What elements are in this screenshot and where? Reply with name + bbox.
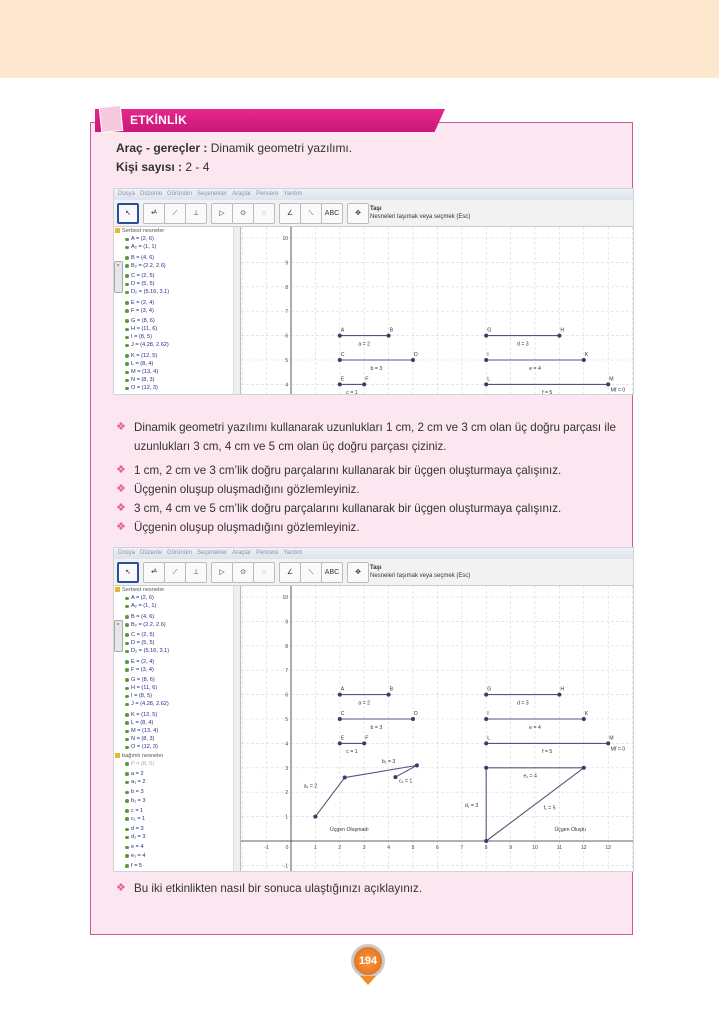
bullet-icon: ❖ [116, 882, 126, 894]
point [387, 334, 391, 338]
tool-hint: Nesneleri taşımak veya seçmek (Esc) [370, 214, 471, 220]
algebra-item[interactable]: G = (8, 6) [114, 317, 240, 325]
point-label: C [340, 711, 345, 717]
segment-label: c₁ = 1 [399, 778, 413, 785]
point [362, 382, 366, 386]
menu-5[interactable]: Pencere [256, 191, 279, 197]
activity-title: ETKİNLİK [130, 113, 187, 127]
move-view-tool-button[interactable] [347, 562, 369, 583]
point [484, 717, 488, 721]
reflect-icon: ⟍ [308, 569, 314, 576]
algebra-item[interactable]: H = (11, 6) [114, 684, 240, 692]
point [393, 775, 397, 779]
point-label: H [560, 686, 565, 693]
graphics-view[interactable] [241, 586, 633, 872]
y-tick-label: 8 [285, 643, 288, 650]
free-objects-folder[interactable]: Serbest nesneler [114, 586, 240, 594]
segment-label: a = 2 [358, 700, 371, 707]
point [606, 382, 610, 386]
dependent-objects-folder[interactable]: bağımlı nesneler [114, 752, 240, 760]
segment-label: f₁ = 5 [543, 805, 556, 812]
algebra-item[interactable]: A = (2, 6) [114, 235, 240, 243]
line-icon: ⟋ [172, 569, 178, 576]
y-tick-label: 2 [285, 790, 288, 797]
menu-bar [114, 548, 633, 559]
panel-toggle-handle[interactable]: ▸ [114, 620, 123, 652]
menu-3[interactable]: Seçenekler [197, 191, 228, 197]
point [484, 839, 488, 843]
algebra-item[interactable]: K = (12, 5) [114, 352, 240, 360]
point [338, 334, 342, 338]
activity-icon [99, 105, 124, 133]
point [338, 382, 342, 386]
line-tool-button[interactable] [164, 562, 186, 583]
instruction-text: Dinamik geometri yazılımı kullanarak uzunlukları 1 cm, 2 cm ve 3 cm olan üç doğru parçası ile uzunlukları 3 cm, 4 cm ve 5 cm olan üç doğru parçası çiziniz. [134, 421, 616, 453]
page-number: 194 [358, 955, 378, 967]
y-tick-label: 9 [285, 619, 288, 626]
algebra-item[interactable]: L = (8, 4) [114, 719, 240, 727]
point [582, 766, 586, 770]
reflect-icon: ⟍ [308, 210, 314, 217]
point [582, 717, 586, 721]
tools-label: Araç - gereçler : [116, 141, 208, 155]
y-tick-label: 6 [285, 692, 288, 699]
algebra-item[interactable]: M = (13, 4) [114, 727, 240, 735]
algebra-item[interactable]: B₂ = (2.2, 2.6) [114, 262, 240, 270]
y-tick-label: 9 [285, 260, 288, 267]
instruction-text: Üçgenin oluşup oluşmadığını gözlemleyiniz. [134, 483, 360, 496]
algebra-item[interactable] [114, 870, 240, 872]
point [338, 693, 342, 697]
algebra-scrollbar[interactable] [233, 586, 240, 872]
segment-label: b = 3 [370, 724, 383, 731]
segment-label: f = 5 [542, 749, 553, 756]
dependent-objects-folder[interactable] [114, 393, 240, 395]
menu-3[interactable]: Seçenekler [197, 550, 228, 556]
algebra-item[interactable]: P = (8, 0) [114, 760, 240, 768]
point-label: L [487, 376, 491, 383]
algebra-item[interactable]: G = (8, 6) [114, 676, 240, 684]
move-view-icon: ✥ [355, 569, 361, 576]
point [343, 776, 347, 780]
y-tick-label: 3 [285, 765, 288, 772]
graphics-view[interactable] [241, 227, 633, 395]
y-tick-label: 4 [285, 741, 288, 748]
y-tick-label: 5 [285, 717, 288, 723]
instruction-text: Bu iki etkinlikten nasıl bir sonuca ulaştığınızı açıklayınız. [134, 882, 423, 895]
x-tick-label: 7 [460, 845, 464, 851]
point-label: F [365, 376, 369, 383]
people-label: Kişi sayısı : [116, 160, 183, 174]
instruction-text: Üçgenin oluşup oluşmadığını gözlemleyiniz. [134, 521, 360, 534]
move-view-icon: ✥ [355, 210, 361, 217]
segment-label: e = 4 [529, 724, 541, 731]
point [484, 693, 488, 697]
circle-tool-button[interactable] [232, 203, 254, 224]
tool-name: Taşı [370, 565, 382, 571]
instruction-item [116, 461, 646, 480]
algebra-item[interactable]: I = (8, 5) [114, 333, 240, 341]
x-tick-label: 2 [338, 845, 342, 851]
point [582, 358, 586, 362]
bullet-icon: ❖ [116, 502, 126, 514]
algebra-panel [114, 227, 241, 395]
circle-icon: ⊙ [240, 210, 246, 217]
point-label: A [340, 686, 345, 693]
instruction-item [116, 518, 646, 537]
segment-label: f = 5 [542, 390, 553, 395]
point [338, 741, 342, 745]
segment-label: a₁ = 2 [303, 783, 318, 790]
instruction-item [116, 418, 646, 456]
point-label: A [340, 327, 345, 334]
point [338, 358, 342, 362]
x-tick-label: 13 [605, 845, 611, 851]
point-icon: •ᴬ [151, 569, 157, 576]
circle-icon: ⊙ [240, 569, 246, 576]
algebra-scrollbar[interactable] [233, 227, 240, 395]
x-tick-label: 8 [484, 845, 488, 851]
y-tick-label: 10 [282, 595, 288, 601]
x-tick-label: 11 [556, 845, 563, 851]
point [484, 741, 488, 745]
x-tick-label: 0 [285, 845, 289, 851]
algebra-item[interactable]: D = (5, 5) [114, 639, 240, 647]
algebra-item[interactable]: J = (4.28, 2.62) [114, 341, 240, 349]
instruction-list [116, 418, 646, 537]
segment-label: c = 1 [346, 390, 358, 395]
y-tick-label: 8 [285, 284, 288, 291]
x-tick-label: -1 [264, 845, 269, 851]
move-arrow-icon: ↖ [125, 569, 131, 576]
tool-description [370, 205, 470, 221]
bullet-icon: ❖ [116, 421, 126, 433]
point [606, 741, 610, 745]
algebra-item[interactable]: D₂ = (5.16, 3.1) [114, 288, 240, 296]
algebra-item[interactable]: F = (3, 4) [114, 666, 240, 674]
move-arrow-tool-button[interactable] [117, 562, 139, 583]
x-tick-label: 6 [436, 845, 439, 851]
perpendicular-icon: ⊥ [192, 210, 200, 217]
instruction-item [116, 480, 646, 499]
top-band [0, 0, 719, 78]
menu-1[interactable]: Düzenle [140, 191, 163, 197]
tool-name: Taşı [370, 206, 382, 212]
menu-2[interactable]: Görünüm [167, 191, 193, 197]
y-tick-label: 1 [285, 814, 288, 821]
point-label: I [487, 711, 489, 717]
point-label: M [609, 735, 614, 742]
toolbar [114, 559, 633, 586]
algebra-item[interactable]: A₂ = (1, 1) [114, 243, 240, 251]
algebra-item[interactable]: e₁ = 4 [114, 852, 240, 860]
graph-text: Mf = 0 [610, 746, 626, 753]
segment-label: b = 3 [370, 365, 383, 372]
point [411, 717, 415, 721]
point [484, 358, 488, 362]
graph-text: Mf = 0 [610, 387, 626, 394]
point [484, 382, 488, 386]
point-label: C [340, 352, 345, 358]
menu-1[interactable]: Düzenle [140, 550, 163, 556]
instruction-item [116, 499, 646, 518]
point-label: I [487, 352, 489, 358]
text-tool-button[interactable] [321, 562, 343, 583]
point-label: G [487, 686, 492, 693]
instruction-item [116, 879, 646, 898]
conic-tool-button[interactable] [253, 562, 275, 583]
tools-value: Dinamik geometri yazılımı. [210, 141, 353, 155]
free-objects-folder[interactable]: Serbest nesneler [114, 227, 240, 235]
perpendicular-tool-button[interactable] [185, 203, 207, 224]
angle-tool-button[interactable] [279, 562, 301, 583]
point-label: E [340, 735, 345, 742]
point-label: D [414, 711, 418, 717]
menu-6[interactable]: Yardım [283, 550, 303, 556]
algebra-item[interactable]: c₁ = 1 [114, 815, 240, 823]
point [484, 334, 488, 338]
menu-5[interactable]: Pencere [256, 550, 279, 556]
segment-label: d = 3 [516, 700, 529, 707]
line-icon: ⟋ [172, 210, 178, 217]
point-label: L [487, 735, 491, 742]
y-tick-label: 10 [282, 236, 288, 242]
point [338, 717, 342, 721]
bullet-icon: ❖ [116, 521, 126, 533]
x-tick-label: 12 [581, 845, 587, 851]
point-label: M [609, 376, 614, 383]
algebra-item[interactable]: L = (8, 4) [114, 360, 240, 368]
x-tick-label: 5 [411, 845, 415, 851]
algebra-item[interactable]: c = 1 [114, 807, 240, 815]
move-arrow-icon: ↖ [125, 210, 131, 217]
algebra-item[interactable]: O = (12, 3) [114, 384, 240, 392]
final-question [116, 879, 646, 898]
point [313, 815, 317, 819]
text-icon: ABC [324, 210, 340, 217]
algebra-item[interactable]: A₂ = (1, 1) [114, 602, 240, 610]
algebra-item[interactable]: D = (5, 5) [114, 280, 240, 288]
algebra-item[interactable]: a = 2 [114, 770, 240, 778]
algebra-item[interactable]: K = (12, 5) [114, 711, 240, 719]
instruction-text: 1 cm, 2 cm ve 3 cm’lik doğru parçalarını kullanarak bir üçgen oluşturmaya çalışınız. [134, 464, 562, 477]
menu-bar [114, 189, 633, 200]
graph-text: Üçgen Oluşmadı [330, 827, 369, 834]
perpendicular-icon: ⊥ [192, 569, 200, 576]
segment-label: e = 4 [529, 365, 541, 372]
segment-label: e₁ = 4 [523, 773, 537, 780]
text-tool-button[interactable] [321, 203, 343, 224]
conic-tool-button[interactable] [253, 203, 275, 224]
point [557, 334, 561, 338]
point-tool-button[interactable] [143, 203, 165, 224]
menu-6[interactable]: Yardım [283, 191, 303, 197]
point-label: B [389, 686, 394, 693]
point-label: K [584, 352, 589, 358]
algebra-item[interactable]: J = (4.28, 2.62) [114, 700, 240, 708]
angle-icon: ∠ [286, 210, 294, 217]
algebra-item[interactable]: d = 3 [114, 825, 240, 833]
algebra-item[interactable]: I = (8, 5) [114, 692, 240, 700]
segment-label: c = 1 [346, 749, 358, 756]
point-label: E [340, 376, 345, 383]
point-label: B [389, 327, 394, 334]
people-value: 2 - 4 [185, 160, 210, 174]
angle-tool-button[interactable] [279, 203, 301, 224]
algebra-item[interactable]: d₁ = 3 [114, 833, 240, 841]
point [387, 693, 391, 697]
polygon-tool-button[interactable] [211, 203, 233, 224]
point [411, 358, 415, 362]
algebra-item[interactable]: B = (4, 6) [114, 613, 240, 621]
menu-0[interactable]: Dosya [118, 550, 136, 556]
x-tick-label: 9 [509, 845, 512, 851]
segment-label: d = 3 [516, 341, 529, 348]
conic-icon: ◌ [261, 210, 267, 217]
y-tick-label: 7 [285, 668, 288, 675]
reflect-tool-button[interactable] [300, 203, 322, 224]
algebra-panel [114, 586, 241, 872]
conic-icon: ◌ [261, 569, 267, 576]
point-label: F [365, 735, 369, 742]
polygon-tool-button[interactable] [211, 562, 233, 583]
line-tool-button[interactable] [164, 203, 186, 224]
y-tick-label: 4 [285, 382, 288, 389]
circle-tool-button[interactable] [232, 562, 254, 583]
geogebra-window-1 [113, 188, 634, 395]
tools-line [116, 141, 352, 155]
algebra-item[interactable]: E = (2, 4) [114, 658, 240, 666]
y-tick-label: -1 [283, 863, 288, 870]
y-tick-label: 5 [285, 358, 288, 364]
page-number-badge [351, 944, 385, 978]
algebra-item[interactable]: b₁ = 3 [114, 797, 240, 805]
toolbar [114, 200, 633, 227]
algebra-item[interactable]: B = (4, 6) [114, 254, 240, 262]
perpendicular-tool-button[interactable] [185, 562, 207, 583]
x-tick-label: 4 [387, 845, 390, 851]
menu-4[interactable]: Araçlar [232, 191, 252, 197]
algebra-item[interactable]: N = (8, 3) [114, 735, 240, 743]
x-tick-label: 10 [532, 845, 538, 851]
bullet-icon: ❖ [116, 483, 126, 495]
point-label: G [487, 327, 492, 334]
segment-label: a = 2 [358, 341, 371, 348]
segment [315, 778, 344, 817]
text-icon: ABC [324, 569, 340, 576]
menu-2[interactable]: Görünüm [167, 550, 193, 556]
algebra-item[interactable]: O = (12, 3) [114, 743, 240, 751]
segment-label: b₁ = 3 [381, 758, 396, 765]
point [557, 693, 561, 697]
point [362, 741, 366, 745]
algebra-item[interactable]: B₂ = (2.2, 2.6) [114, 621, 240, 629]
panel-toggle-handle[interactable]: ▸ [114, 261, 123, 293]
polygon-icon: ▷ [219, 569, 225, 576]
algebra-item[interactable]: D₂ = (5.16, 3.1) [114, 647, 240, 655]
people-line [116, 160, 209, 174]
y-tick-label: 6 [285, 333, 288, 340]
algebra-item[interactable]: f = 5 [114, 862, 240, 870]
badge-pointer-icon [360, 976, 376, 985]
move-view-tool-button[interactable] [347, 203, 369, 224]
algebra-item[interactable]: F = (3, 4) [114, 307, 240, 315]
algebra-item[interactable]: E = (2, 4) [114, 299, 240, 307]
point-label: H [560, 327, 565, 334]
reflect-tool-button[interactable] [300, 562, 322, 583]
algebra-item[interactable]: a₁ = 2 [114, 778, 240, 786]
point-label: D [414, 352, 418, 358]
algebra-item[interactable]: C = (2, 5) [114, 272, 240, 280]
graph-text: Üçgen Oluştu [554, 827, 586, 834]
algebra-item[interactable]: b = 3 [114, 788, 240, 796]
angle-icon: ∠ [286, 569, 294, 576]
segment-label: d₁ = 3 [464, 802, 479, 809]
move-arrow-tool-button[interactable] [117, 203, 139, 224]
y-tick-label: 7 [285, 309, 288, 316]
algebra-item[interactable]: N = (8, 3) [114, 376, 240, 384]
tool-description [370, 564, 470, 580]
point [484, 766, 488, 770]
algebra-item[interactable]: M = (13, 4) [114, 368, 240, 376]
point-label: K [584, 711, 589, 717]
menu-4[interactable]: Araçlar [232, 550, 252, 556]
algebra-item[interactable]: e = 4 [114, 843, 240, 851]
menu-0[interactable]: Dosya [118, 191, 136, 197]
algebra-item[interactable]: C = (2, 5) [114, 631, 240, 639]
geogebra-window-2 [113, 547, 634, 872]
bullet-icon: ❖ [116, 464, 126, 476]
tool-hint: Nesneleri taşımak veya seçmek (Esc) [370, 573, 471, 579]
point-icon: •ᴬ [151, 210, 157, 217]
polygon-icon: ▷ [219, 210, 225, 217]
algebra-item[interactable]: H = (11, 6) [114, 325, 240, 333]
algebra-item[interactable]: A = (2, 6) [114, 594, 240, 602]
point [415, 763, 419, 767]
x-tick-label: 3 [362, 845, 366, 851]
instruction-text: 3 cm, 4 cm ve 5 cm’lik doğru parçalarını kullanarak bir üçgen oluşturmaya çalışınız. [134, 502, 562, 515]
x-tick-label: 1 [314, 845, 317, 851]
point-tool-button[interactable] [143, 562, 165, 583]
